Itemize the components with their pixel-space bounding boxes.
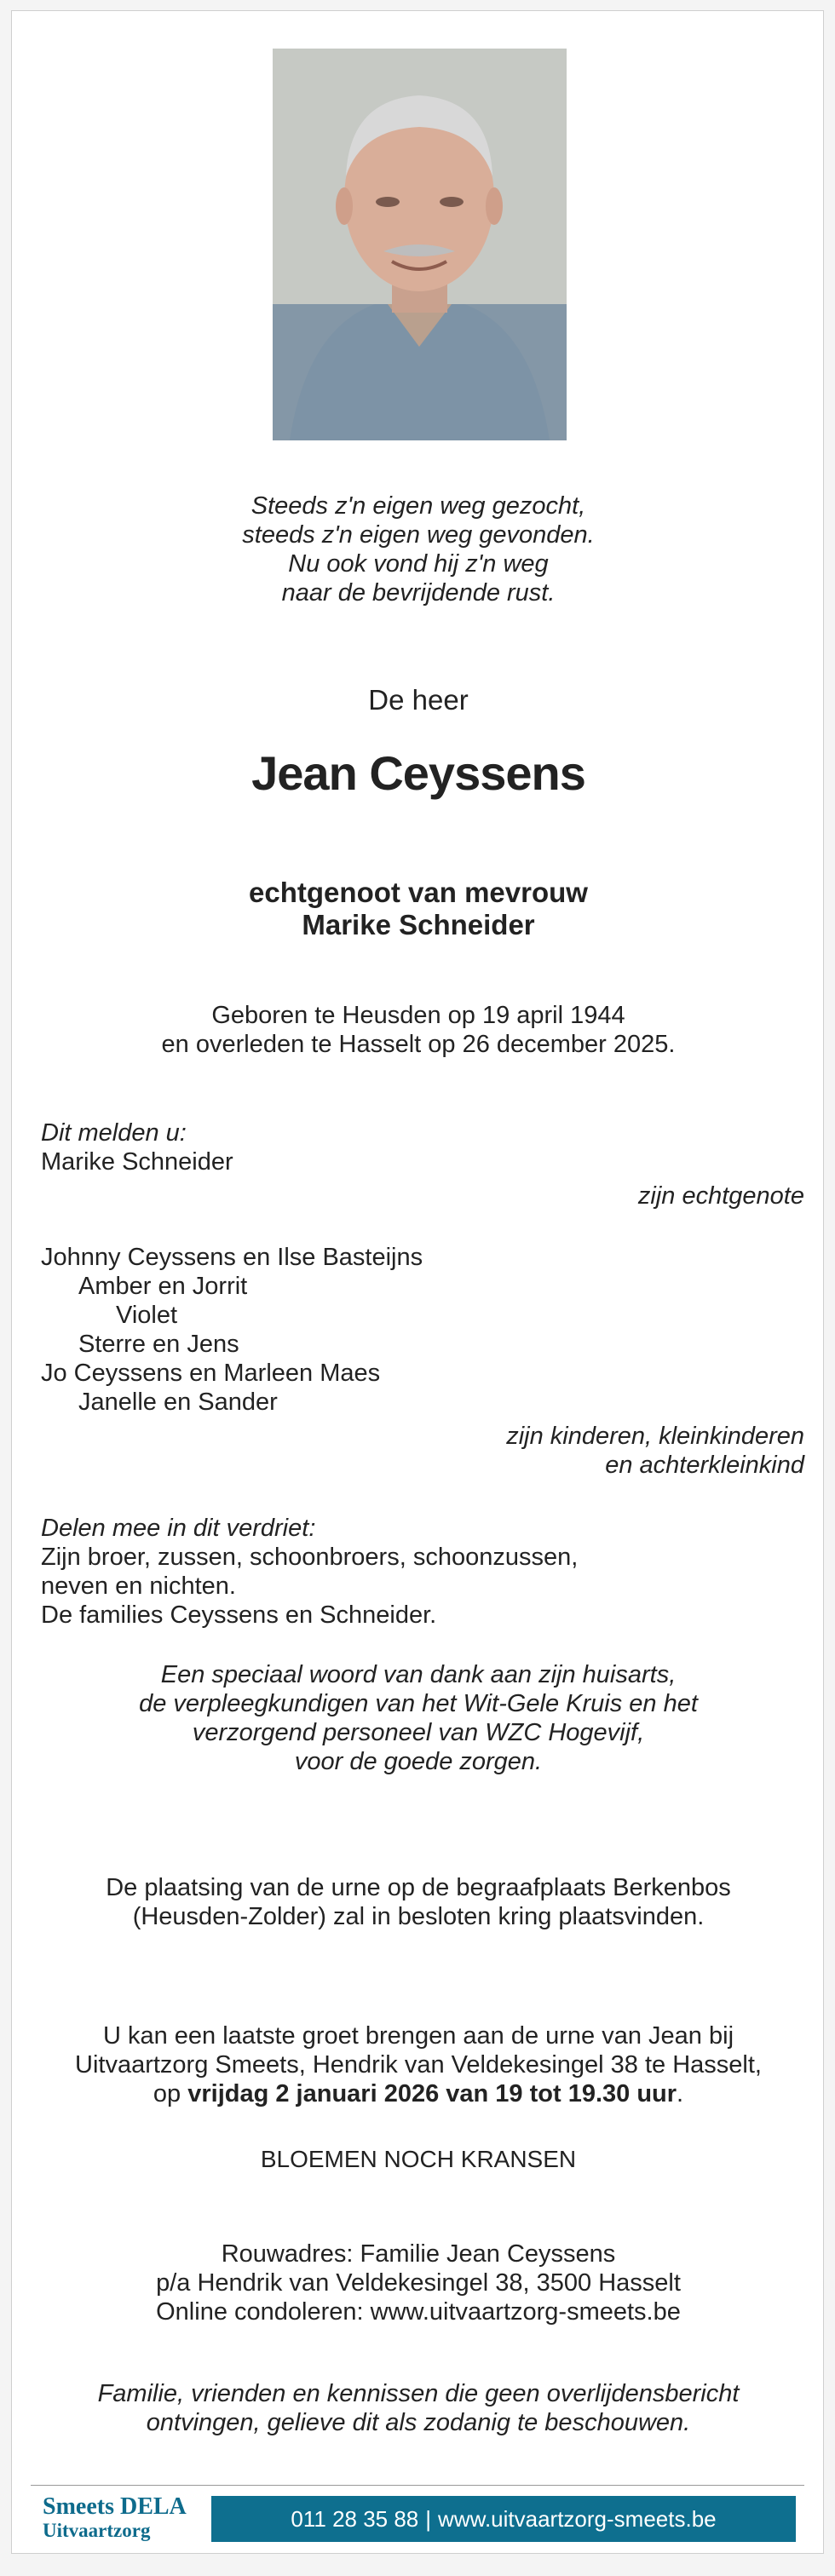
contact-bar xyxy=(211,2496,796,2542)
family-line: Amber en Jorrit xyxy=(78,1273,248,1300)
urn-line: (Heusden-Zolder) zal in besloten kring plaatsvinden. xyxy=(132,1903,705,1930)
funeral-home-logo xyxy=(43,2494,187,2542)
family-line: Janelle en Sander xyxy=(78,1389,278,1416)
motto-line: naar de bevrijdende rust. xyxy=(281,579,556,607)
family-role: en achterkleinkind xyxy=(605,1452,804,1479)
birth-death-block xyxy=(12,1001,825,1059)
urn-block xyxy=(12,1873,825,1931)
address-block xyxy=(12,2240,825,2326)
flowers-note: BLOEMEN NOCH KRANSEN xyxy=(260,2146,577,2172)
family-line: Sterre en Jens xyxy=(78,1331,239,1358)
obituary-card xyxy=(11,10,824,2554)
honorific: De heer xyxy=(368,684,469,716)
family-line: Johnny Ceyssens en Ilse Basteijns xyxy=(41,1244,423,1271)
notice-line: Familie, vrienden en kennissen die geen overlijdensbericht xyxy=(97,2380,740,2407)
spouse-relation: echtgenoot van mevrouw xyxy=(249,877,588,908)
spouse-role: zijn echtgenote xyxy=(637,1182,804,1210)
website-link[interactable]: www.uitvaartzorg-smeets.be xyxy=(438,2505,717,2532)
motto-line: Nu ook vond hij z'n weg xyxy=(288,550,549,578)
phone-number[interactable]: 011 28 35 88 xyxy=(291,2505,419,2532)
address-line: Online condoleren: www.uitvaartzorg-smeets.be xyxy=(156,2298,681,2326)
thanks-block xyxy=(12,1660,825,1776)
family-line: Violet xyxy=(116,1302,178,1329)
death-line: en overleden te Hasselt op 26 december 2025. xyxy=(161,1031,676,1058)
contact-separator: | xyxy=(425,2505,432,2532)
announced-intro: Dit melden u: xyxy=(41,1119,187,1147)
notice-line: ontvingen, gelieve dit als zodanig te beschouwen. xyxy=(146,2409,691,2436)
visit-date: vrijdag 2 januari 2026 van 19 tot 19.30 uur xyxy=(187,2080,677,2107)
visit-line: U kan een laatste groet brengen aan de urne van Jean bij xyxy=(102,2022,734,2050)
motto-line: Steeds z'n eigen weg gezocht, xyxy=(250,492,586,520)
portrait-illustration xyxy=(273,49,567,440)
family-role: zijn kinderen, kleinkinderen xyxy=(506,1423,804,1450)
notice-block xyxy=(12,2379,825,2437)
thanks-line: de verpleegkundigen van het Wit-Gele Kruis en het xyxy=(139,1690,698,1717)
motto-line: steeds z'n eigen weg gevonden. xyxy=(242,521,595,549)
visit-suffix: . xyxy=(677,2080,684,2107)
urn-line: De plaatsing van de urne op de begraafplaats Berkenbos xyxy=(106,1874,731,1901)
share-grief-line: Zijn broer, zussen, schoonbroers, schoonzussen, xyxy=(41,1544,579,1571)
spouse-name: Marike Schneider xyxy=(302,909,535,940)
share-grief-line: De families Ceyssens en Schneider. xyxy=(41,1601,437,1629)
motto-poem xyxy=(12,492,825,607)
visit-block xyxy=(12,2021,825,2108)
deceased-name: Jean Ceyssens xyxy=(251,746,585,800)
thanks-line: Een speciaal woord van dank aan zijn huisarts, xyxy=(160,1661,677,1688)
announcer-spouse: Marike Schneider xyxy=(41,1148,233,1176)
logo-brand: Smeets DELA xyxy=(43,2493,187,2520)
address-line: Rouwadres: Familie Jean Ceyssens xyxy=(221,2240,616,2268)
thanks-line: verzorgend personeel van WZC Hogevijf, xyxy=(192,1719,645,1746)
spouse-block xyxy=(12,877,825,941)
footer-divider xyxy=(31,2485,804,2486)
logo-subtitle: Uitvaartzorg xyxy=(43,2520,151,2541)
visit-line xyxy=(12,2079,825,2108)
share-grief-line: neven en nichten. xyxy=(41,1573,236,1600)
visit-prefix: op xyxy=(153,2080,181,2107)
share-grief-intro: Delen mee in dit verdriet: xyxy=(41,1515,316,1542)
birth-line: Geboren te Heusden op 19 april 1944 xyxy=(211,1002,625,1029)
family-line: Jo Ceyssens en Marleen Maes xyxy=(41,1360,381,1387)
visit-line: Uitvaartzorg Smeets, Hendrik van Veldekesingel 38 te Hasselt, xyxy=(75,2051,762,2079)
address-line: p/a Hendrik van Veldekesingel 38, 3500 Hasselt xyxy=(156,2269,681,2297)
portrait-photo xyxy=(273,49,567,440)
thanks-line: voor de goede zorgen. xyxy=(294,1748,543,1775)
